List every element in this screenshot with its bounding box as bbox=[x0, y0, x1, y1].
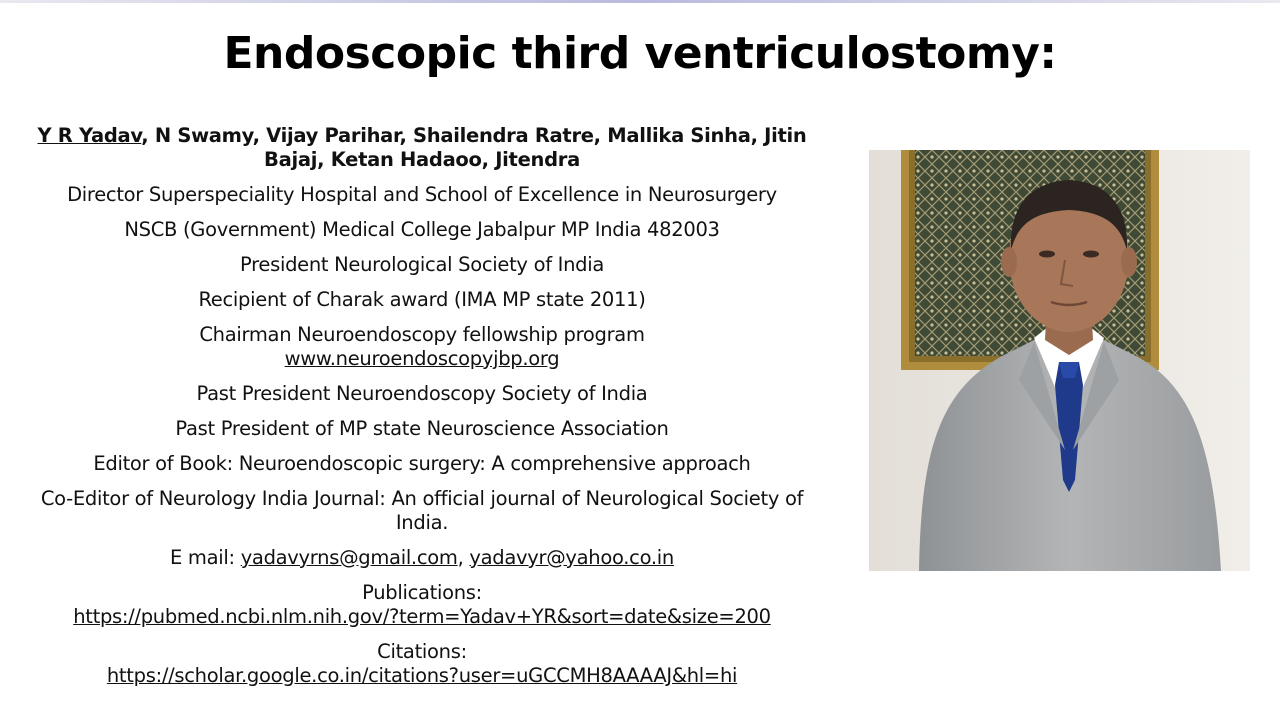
award-line: Recipient of Charak award (IMA MP state 2011) bbox=[198, 288, 646, 311]
college-line: NSCB (Government) Medical College Jabalpur MP India 482003 bbox=[124, 218, 720, 241]
speaker-info bbox=[14, 124, 830, 699]
top-edge-divider bbox=[0, 0, 1280, 3]
citations-link[interactable]: https://scholar.google.co.in/citations?user=uGCCMH8AAAAJ&hl=hi bbox=[106, 664, 738, 687]
slide-title: Endoscopic third ventriculostomy: bbox=[223, 28, 1057, 79]
email-line bbox=[14, 546, 830, 570]
website-link[interactable]: www.neuroendoscopyjbp.org bbox=[284, 347, 560, 370]
email-label: E mail: bbox=[170, 546, 241, 569]
presenter-name: Y R Yadav bbox=[37, 124, 142, 147]
email-link-gmail[interactable]: yadavyrns@gmail.com bbox=[240, 546, 458, 569]
publications-link[interactable]: https://pubmed.ncbi.nlm.nih.gov/?term=Yadav+YR&sort=date&size=200 bbox=[73, 605, 771, 628]
chairman-line: Chairman Neuroendoscopy fellowship program bbox=[199, 323, 645, 346]
past-president-neuroscience-line: Past President of MP state Neuroscience Association bbox=[175, 417, 669, 440]
email-separator: , bbox=[457, 546, 470, 569]
publications-block bbox=[14, 581, 830, 629]
editor-line: Editor of Book: Neuroendoscopic surgery: A comprehensive approach bbox=[93, 452, 751, 475]
president-line: President Neurological Society of India bbox=[239, 253, 605, 276]
author-list bbox=[14, 124, 830, 172]
co-editor-line: Co-Editor of Neurology India Journal: An official journal of Neurological Society of India. bbox=[40, 487, 804, 534]
speaker-photo bbox=[869, 150, 1250, 571]
citations-block bbox=[14, 640, 830, 688]
email-link-yahoo[interactable]: yadavyr@yahoo.co.in bbox=[469, 546, 674, 569]
citations-label: Citations: bbox=[377, 640, 467, 663]
past-president-neuroendoscopy-line: Past President Neuroendoscopy Society of India bbox=[196, 382, 648, 405]
publications-label: Publications: bbox=[362, 581, 482, 604]
chairman-block bbox=[14, 323, 830, 371]
coauthor-names: , N Swamy, Vijay Parihar, Shailendra Ratre, Mallika Sinha, Jitin Bajaj, Ketan Hadaoo, Jitendra bbox=[141, 124, 807, 171]
director-line: Director Superspeciality Hospital and School of Excellence in Neurosurgery bbox=[67, 183, 777, 206]
